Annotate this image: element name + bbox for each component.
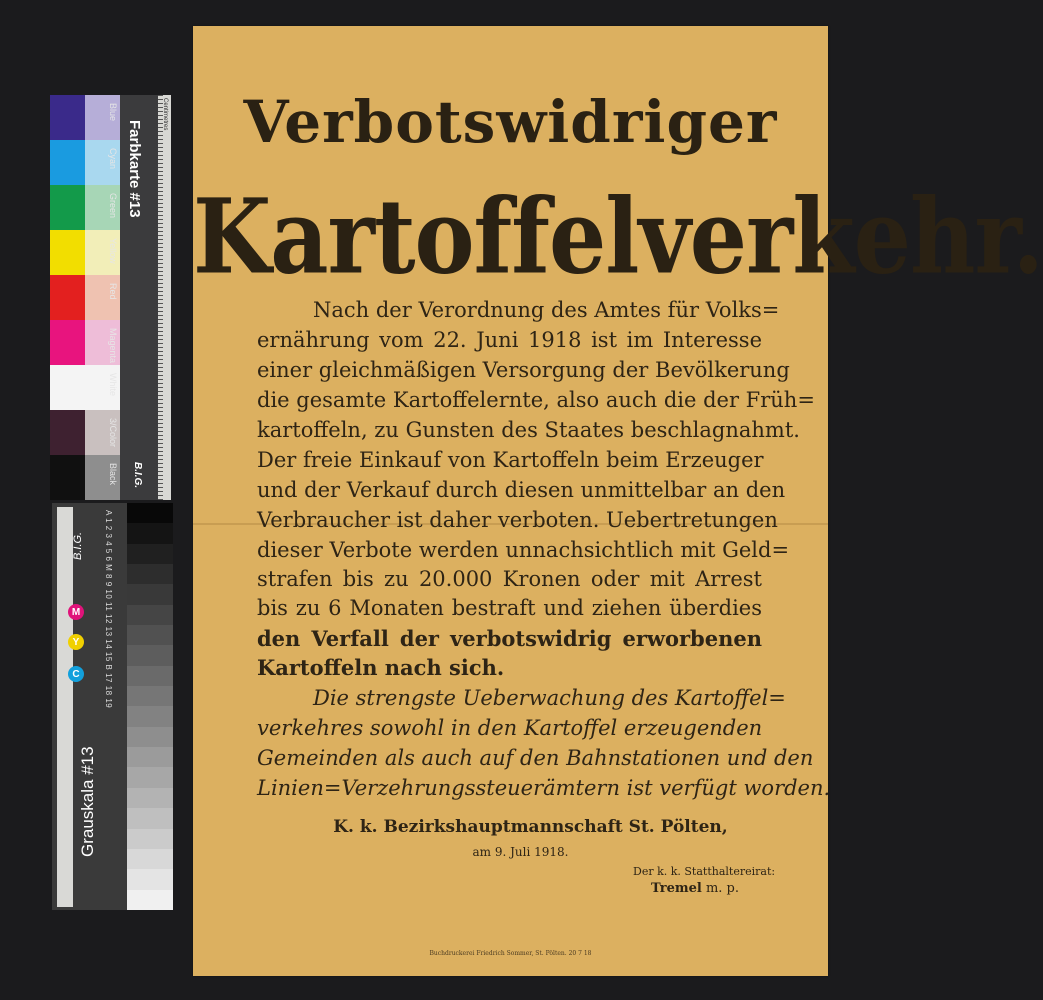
grayscale-card-title: Grauskala #13 <box>78 746 97 857</box>
body-line: Linien=Verzehrungssteuerämtern ist verfügt worden. <box>257 776 831 800</box>
gray-step <box>127 564 173 584</box>
grayscale-card-brand: B.I.G. <box>72 531 84 560</box>
color-swatch <box>50 455 85 500</box>
gray-step <box>127 503 173 523</box>
yellow-dot: Y <box>68 634 84 650</box>
poster-title-line-2: Kartoffelverkehr. <box>193 176 1043 298</box>
color-swatch <box>50 95 85 140</box>
body-line-bold: Kartoffeln nach sich. <box>257 655 505 680</box>
color-swatch <box>50 320 85 365</box>
gray-step <box>127 706 173 726</box>
color-swatch <box>50 410 85 455</box>
grayscale-card-ruler <box>57 507 73 907</box>
magenta-dot: M <box>68 604 84 620</box>
gray-step <box>127 727 173 747</box>
gray-step <box>127 788 173 808</box>
body-line: Nach der Verordnung des Amtes für Volks= <box>313 298 780 322</box>
color-swatch-label: Yellow <box>108 238 118 264</box>
color-swatch <box>50 275 85 320</box>
gray-step <box>127 767 173 787</box>
body-line: die gesamte Kartoffelernte, also auch die der Früh= <box>257 388 815 412</box>
gray-step <box>127 645 173 665</box>
grayscale-steps <box>127 503 173 910</box>
official-signature <box>651 881 739 896</box>
gray-step <box>127 829 173 849</box>
official-title: Der k. k. Statthaltereirat: <box>633 865 776 878</box>
color-card-title: Farbkarte #13 <box>126 120 143 218</box>
body-line: Verbraucher ist daher verboten. Uebertretungen <box>257 508 778 532</box>
color-swatch-label: 3/Color <box>108 418 118 448</box>
color-card-ruler-label: Centimetres <box>162 98 168 131</box>
color-card-brand: B.I.G. <box>132 462 143 489</box>
gray-step <box>127 584 173 604</box>
body-line: einer gleichmäßigen Versorgung der Bevölkerung <box>257 358 790 382</box>
poster-sheet <box>193 26 1043 976</box>
color-swatch-label: Red <box>108 283 118 300</box>
grayscale-scale-numbers: A 1 2 3 4 5 6 M 8 9 10 11 12 13 14 15 B 17 18 19 <box>104 510 113 709</box>
official-suffix: m. p. <box>705 881 740 896</box>
body-line: Der freie Einkauf von Kartoffeln beim Erzeuger <box>257 448 764 472</box>
gray-step <box>127 686 173 706</box>
color-swatch <box>50 365 85 410</box>
cyan-dot: C <box>68 666 84 682</box>
gray-step <box>127 666 173 686</box>
gray-step <box>127 523 173 543</box>
printer-imprint: Buchdruckerei Friedrich Sommer, St. Pölten. 20 7 18 <box>429 950 592 957</box>
issue-date: am 9. Juli 1918. <box>472 845 569 859</box>
body-line: verkehres sowohl in den Kartoffel erzeugenden <box>257 716 763 740</box>
color-swatch-label: White <box>108 373 118 397</box>
body-line: Die strengste Ueberwachung des Kartoffel= <box>313 686 786 710</box>
color-swatch <box>50 230 85 275</box>
gray-step <box>127 808 173 828</box>
color-swatch-label: Magenta <box>108 328 118 364</box>
body-line: kartoffeln, zu Gunsten des Staates beschlagnahmt. <box>257 418 800 442</box>
body-line-bold: den Verfall der verbotswidrig erworbenen <box>257 626 762 651</box>
gray-step <box>127 625 173 645</box>
body-line: und der Verkauf durch diesen unmittelbar an den <box>257 478 786 502</box>
body-line: dieser Verbote werden unnachsichtlich mit Geld= <box>257 538 790 562</box>
poster-title-line-1: Verbotswidriger <box>243 88 778 156</box>
body-line: strafen bis zu 20.000 Kronen oder mit Arrest <box>257 567 762 591</box>
issuing-authority: K. k. Bezirkshauptmannschaft St. Pölten, <box>333 817 728 837</box>
color-swatch <box>50 140 85 185</box>
color-swatch-label: Blue <box>108 103 118 122</box>
gray-step <box>127 605 173 625</box>
color-swatch-label: Green <box>108 193 118 219</box>
official-name: Tremel <box>651 881 702 896</box>
gray-step <box>127 849 173 869</box>
gray-step <box>127 747 173 767</box>
body-line: ernährung vom 22. Juni 1918 ist im Interesse <box>257 328 762 352</box>
body-line: Gemeinden als auch auf den Bahnstationen und den <box>257 746 814 770</box>
gray-step <box>127 544 173 564</box>
gray-step <box>127 869 173 889</box>
color-card-ruler <box>158 95 171 500</box>
color-swatch-label: Cyan <box>108 148 118 170</box>
color-swatch <box>50 185 85 230</box>
color-swatch-label: Black <box>108 463 118 486</box>
body-line: bis zu 6 Monaten bestraft und ziehen überdies <box>257 596 762 620</box>
gray-step <box>127 890 173 910</box>
